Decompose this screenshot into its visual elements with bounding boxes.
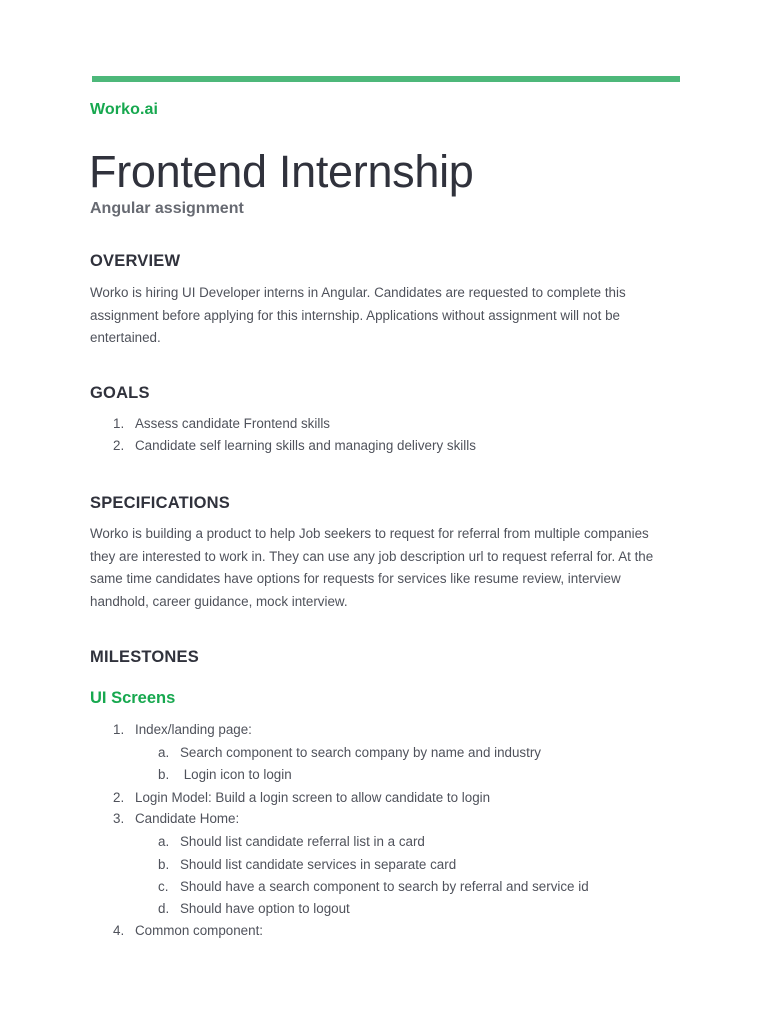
overview-line: Worko is hiring UI Developer interns in Angular. Candidates are requested to complete this: [90, 285, 626, 300]
milestone-sub-list-item: [158, 878, 589, 896]
list-item-text: Should list candidate referral list in a card: [180, 834, 425, 849]
milestone-sub-list-item: [158, 856, 456, 874]
specifications-line: they are interested to work in. They can use any job description url to request referral for. At the: [90, 548, 654, 564]
milestone-sub-list-item: [158, 833, 425, 851]
list-marker: 3.: [113, 811, 125, 826]
document-subtitle: Angular assignment: [90, 200, 244, 217]
list-marker: 2.: [113, 438, 125, 453]
list-marker: 2.: [113, 790, 125, 805]
goals-list-item: [113, 415, 330, 433]
list-item-text: Should list candidate services in separate card: [180, 857, 457, 872]
list-marker: a.: [158, 834, 170, 849]
list-item-text: Candidate Home:: [135, 811, 240, 826]
specifications-paragraph: [90, 523, 680, 613]
list-marker: 1.: [113, 722, 125, 737]
milestone-sub-list-item: [158, 744, 541, 762]
milestone-sub-list-item: [158, 766, 292, 784]
list-item-text: Login Model: Build a login screen to allow candidate to login: [135, 790, 491, 805]
list-item-text: Should have option to logout: [180, 901, 350, 916]
brand-name: Worko.ai: [90, 101, 159, 118]
list-item-text: Assess candidate Frontend skills: [135, 416, 331, 431]
goals-list-item: [113, 437, 476, 455]
list-marker: b.: [158, 767, 170, 782]
milestone-list-item: [113, 810, 239, 828]
list-marker: b.: [158, 857, 170, 872]
list-item-text: Should have a search component to search by referral and service id: [180, 879, 589, 894]
milestone-list-item: [113, 721, 252, 739]
list-item-text: Login icon to login: [180, 767, 292, 782]
ui-screens-subheading: UI Screens: [90, 689, 176, 707]
overview-line: entertained.: [90, 330, 161, 345]
list-item-text: Index/landing page:: [135, 722, 252, 737]
specifications-line: same time candidates have options for requests for services like resume review, interview: [90, 571, 621, 586]
list-marker: c.: [158, 879, 169, 894]
milestone-list-item: [113, 922, 263, 940]
list-item-text: Common component:: [135, 923, 264, 938]
overview-line: assignment before applying for this internship. Applications without assignment will not be: [90, 307, 620, 323]
list-marker: 1.: [113, 416, 125, 431]
specifications-heading: SPECIFICATIONS: [90, 494, 231, 512]
milestone-list-item: [113, 789, 490, 807]
document-title: Frontend Internship: [89, 146, 474, 197]
top-accent-rule: [92, 76, 680, 82]
list-item-text: Search component to search company by name and industry: [180, 745, 542, 760]
list-marker: a.: [158, 745, 170, 760]
list-item-text: Candidate self learning skills and managing delivery skills: [135, 438, 476, 453]
specifications-line: Worko is building a product to help Job seekers to request for referral from multiple companies: [90, 526, 649, 541]
list-marker: 4.: [113, 923, 125, 938]
overview-paragraph: [90, 282, 680, 350]
list-marker: d.: [158, 901, 170, 916]
specifications-line: handhold, career guidance, mock interview.: [90, 593, 348, 609]
milestones-heading: MILESTONES: [90, 648, 199, 666]
overview-heading: OVERVIEW: [90, 252, 181, 270]
milestone-sub-list-item: [158, 900, 350, 918]
goals-heading: GOALS: [90, 384, 150, 402]
